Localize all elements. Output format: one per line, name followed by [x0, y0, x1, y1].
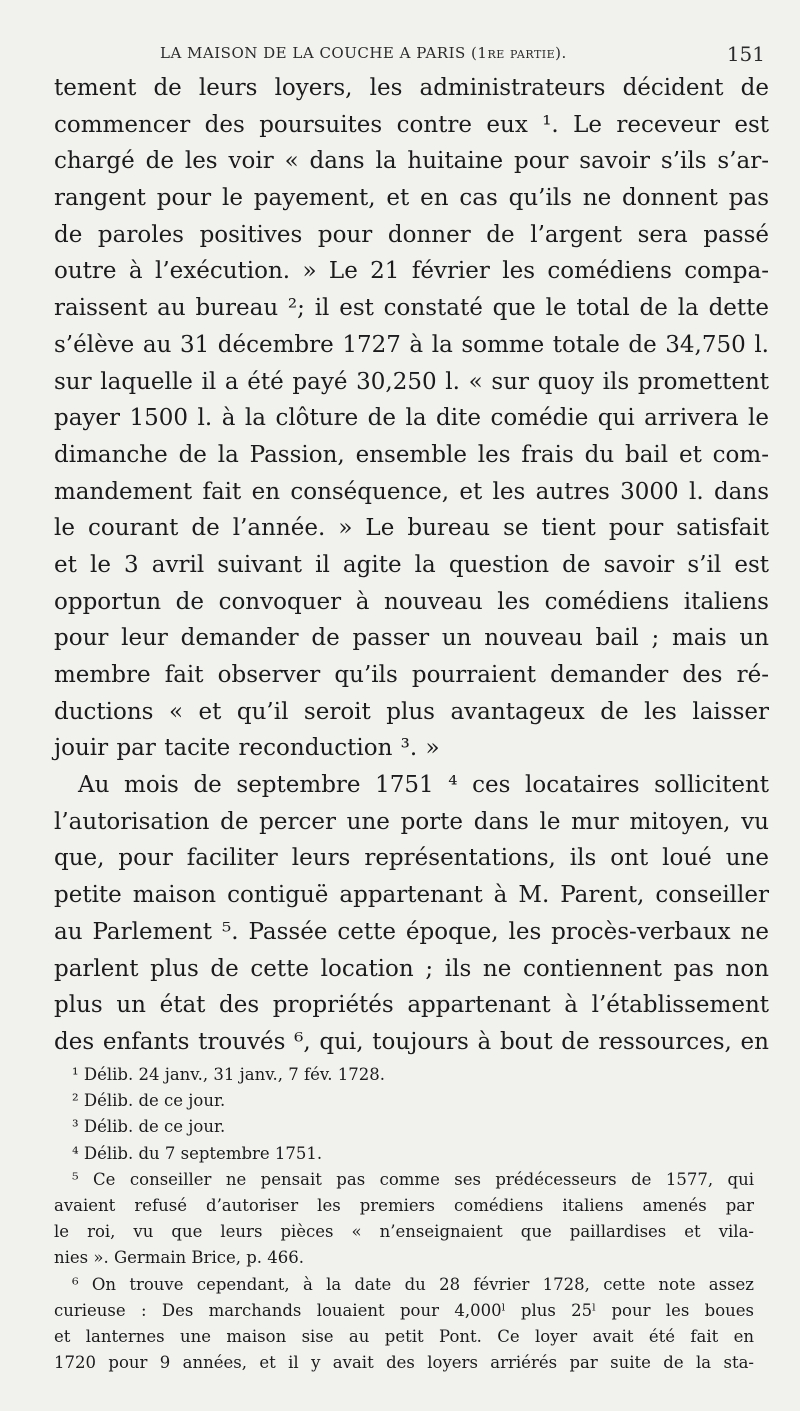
footnote-line: le roi, vu que leurs pièces « n’enseignaient que paillardises et vila-: [54, 1222, 754, 1242]
body-line: tement de leurs loyers, les administrateurs décident de: [54, 75, 769, 101]
running-header: [160, 36, 765, 70]
body-line: petite maison contiguë appartenant à M. Parent, conseiller: [54, 882, 769, 909]
body-line: commencer des poursuites contre eux ¹. Le receveur est: [54, 111, 769, 138]
body-line: pour leur demander de passer un nouveau bail ; mais un: [54, 625, 769, 652]
footnote-line: avaient refusé d’autoriser les premiers comédiens italiens amenés par: [54, 1195, 754, 1215]
body-line: chargé de les voir « dans la huitaine pour savoir s’ils s’ar-: [54, 148, 769, 175]
body-line: mandement fait en conséquence, et les autres 3000 l. dans: [54, 478, 769, 505]
body-line: ductions « et qu’il seroit plus avantageux de les laisser: [54, 698, 769, 725]
body-text: [54, 70, 769, 1061]
body-line: outre à l’exécution. » Le 21 février les comédiens compa-: [54, 258, 769, 285]
body-line: membre fait observer qu’ils pourraient demander des ré-: [54, 662, 769, 688]
footnote-line: ⁵ Ce conseiller ne pensait pas comme ses prédécesseurs de 1577, qui: [72, 1169, 754, 1189]
body-line: s’élève au 31 décembre 1727 à la somme totale de 34,750 l.: [54, 331, 769, 358]
footnote-line: ¹ Délib. 24 janv., 31 janv., 7 fév. 1728.: [72, 1065, 386, 1084]
footnote-line: ⁴ Délib. du 7 septembre 1751.: [72, 1143, 323, 1163]
body-line: au Parlement ⁵. Passée cette époque, les procès-verbaux ne: [54, 918, 769, 945]
footnote-line: curieuse : Des marchands louaient pour 4,000ˡ plus 25ˡ pour les boues: [54, 1300, 754, 1320]
body-line: rangent pour le payement, et en cas qu’ils ne donnent pas: [54, 185, 769, 212]
running-title: LA MAISON DE LA COUCHE A PARIS (1re partie).: [160, 44, 567, 62]
body-line: opportun de convoquer à nouveau les comédiens italiens: [54, 588, 769, 615]
footnote-line: ² Délib. de ce jour.: [72, 1091, 226, 1111]
body-line: raissent au bureau ²; il est constaté que le total de la dette: [54, 295, 769, 322]
body-line: Au mois de septembre 1751 ⁴ ces locataires sollicitent: [78, 772, 769, 799]
body-line: payer 1500 l. à la clôture de la dite comédie qui arrivera le: [54, 405, 769, 432]
body-line: parlent plus de cette location ; ils ne contiennent pas non: [54, 955, 769, 982]
body-line: le courant de l’année. » Le bureau se tient pour satisfait: [54, 515, 769, 542]
footnote-line: nies ». Germain Brice, p. 466.: [54, 1248, 305, 1268]
page-number: 151: [726, 42, 765, 66]
footnote-line: 1720 pour 9 années, et il y avait des loyers arriérés par suite de la sta-: [54, 1353, 754, 1373]
body-line: sur laquelle il a été payé 30,250 l. « sur quoy ils promettent: [54, 368, 769, 395]
body-line: des enfants trouvés ⁶, qui, toujours à bout de ressources, en: [54, 1028, 769, 1055]
body-line: jouir par tacite reconduction ³. »: [54, 735, 440, 762]
footnotes: [54, 1062, 754, 1376]
body-line: et le 3 avril suivant il agite la question de savoir s’il est: [54, 551, 769, 578]
body-line: dimanche de la Passion, ensemble les frais du bail et com-: [54, 441, 769, 468]
body-line: plus un état des propriétés appartenant à l’établissement: [54, 992, 769, 1019]
body-line: que, pour faciliter leurs représentations, ils ont loué une: [54, 845, 769, 872]
body-line: l’autorisation de percer une porte dans le mur mitoyen, vu: [54, 808, 769, 835]
footnote-line: ⁶ On trouve cependant, à la date du 28 février 1728, cette note assez: [72, 1274, 754, 1294]
footnote-line: et lanternes une maison sise au petit Pont. Ce loyer avait été fait en: [54, 1326, 754, 1346]
footnote-line: ³ Délib. de ce jour.: [72, 1117, 226, 1137]
body-line: de paroles positives pour donner de l’argent sera passé: [54, 221, 769, 248]
